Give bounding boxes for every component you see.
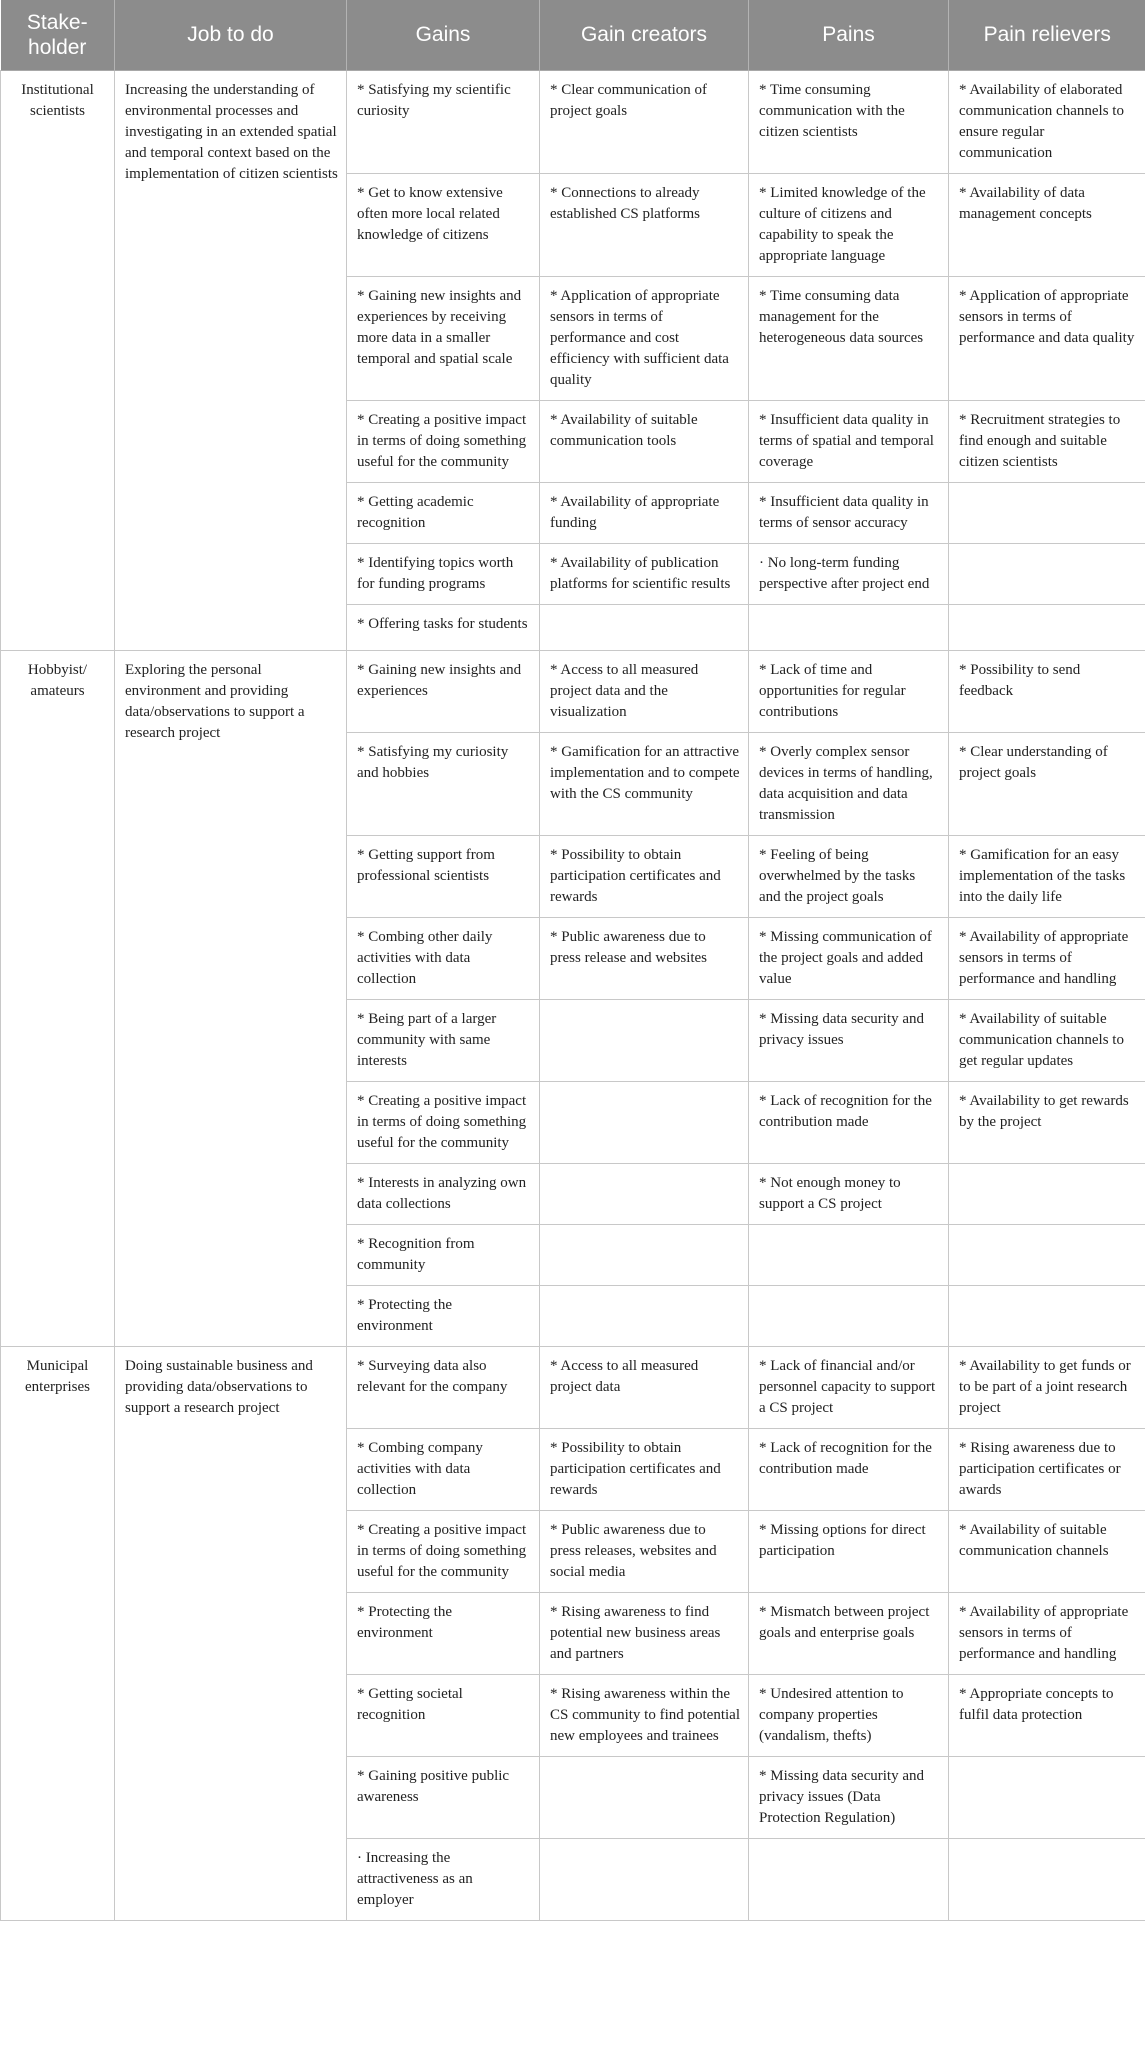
gain-creator-cell: * Application of appropriate sensors in terms of performance and cost efficiency with sufficient data quality [540, 276, 749, 400]
pain-cell: * Time consuming communication with the citizen scientists [749, 70, 949, 173]
pain-reliever-cell: * Gamification for an easy implementation of the tasks into the daily life [949, 835, 1145, 917]
pain-cell [749, 604, 949, 650]
pain-reliever-cell: * Availability to get funds or to be part of a joint research project [949, 1346, 1145, 1428]
gain-creator-cell [540, 999, 749, 1081]
gain-cell: * Being part of a larger community with same interests [347, 999, 540, 1081]
pain-reliever-cell [949, 1163, 1145, 1224]
job-to-do-cell: Increasing the understanding of environmental processes and investigating in an extended spatial and temporal context based on the implementation of citizen scientists [115, 70, 347, 650]
pain-reliever-cell: * Clear understanding of project goals [949, 732, 1145, 835]
gain-creator-cell: * Access to all measured project data [540, 1346, 749, 1428]
gain-cell: · Increasing the attractiveness as an employer [347, 1838, 540, 1920]
pain-cell [749, 1224, 949, 1285]
pain-cell: * Lack of financial and/or personnel capacity to support a CS project [749, 1346, 949, 1428]
gain-cell: * Gaining new insights and experiences by receiving more data in a smaller temporal and spatial scale [347, 276, 540, 400]
header-row [1, 0, 1145, 70]
gain-creator-cell [540, 1838, 749, 1920]
stakeholder-cell: Municipal enterprises [1, 1346, 115, 1920]
gain-creator-cell: * Access to all measured project data and the visualization [540, 650, 749, 732]
gain-cell: * Surveying data also relevant for the company [347, 1346, 540, 1428]
gain-cell: * Satisfying my curiosity and hobbies [347, 732, 540, 835]
pain-cell: * Missing options for direct participation [749, 1510, 949, 1592]
gain-creator-cell: * Rising awareness to find potential new business areas and partners [540, 1592, 749, 1674]
header-pain-relievers: Pain relievers [949, 0, 1145, 70]
gain-cell: * Creating a positive impact in terms of doing something useful for the community [347, 1510, 540, 1592]
gain-creator-cell: * Possibility to obtain participation certificates and rewards [540, 835, 749, 917]
gain-cell: * Protecting the environment [347, 1592, 540, 1674]
pain-reliever-cell: * Availability to get rewards by the project [949, 1081, 1145, 1163]
pain-reliever-cell: * Availability of appropriate sensors in terms of performance and handling [949, 1592, 1145, 1674]
header-stakeholder: Stake-holder [1, 0, 115, 70]
pain-cell [749, 1285, 949, 1346]
pain-cell: * Missing data security and privacy issues (Data Protection Regulation) [749, 1756, 949, 1838]
gain-cell: * Gaining new insights and experiences [347, 650, 540, 732]
pain-reliever-cell: * Availability of appropriate sensors in terms of performance and handling [949, 917, 1145, 999]
gain-cell: * Protecting the environment [347, 1285, 540, 1346]
pain-cell: * Overly complex sensor devices in terms of handling, data acquisition and data transmission [749, 732, 949, 835]
pain-reliever-cell: * Possibility to send feedback [949, 650, 1145, 732]
pain-reliever-cell [949, 1285, 1145, 1346]
pain-cell: * Limited knowledge of the culture of citizens and capability to speak the appropriate language [749, 173, 949, 276]
pain-cell: * Time consuming data management for the heterogeneous data sources [749, 276, 949, 400]
header-job-to-do: Job to do [115, 0, 347, 70]
gain-creator-cell: * Availability of suitable communication tools [540, 400, 749, 482]
gain-creator-cell: * Clear communication of project goals [540, 70, 749, 173]
gain-creator-cell: * Connections to already established CS platforms [540, 173, 749, 276]
gain-cell: * Creating a positive impact in terms of doing something useful for the community [347, 400, 540, 482]
pain-reliever-cell: * Appropriate concepts to fulfil data protection [949, 1674, 1145, 1756]
stakeholder-cell: Hobbyist/ amateurs [1, 650, 115, 1346]
gain-creator-cell [540, 1285, 749, 1346]
gain-creator-cell [540, 1163, 749, 1224]
gain-cell: * Satisfying my scientific curiosity [347, 70, 540, 173]
pain-reliever-cell [949, 604, 1145, 650]
gain-cell: * Getting academic recognition [347, 482, 540, 543]
table-row [1, 650, 1145, 732]
pain-cell [749, 1838, 949, 1920]
pain-reliever-cell: * Application of appropriate sensors in terms of performance and data quality [949, 276, 1145, 400]
pain-reliever-cell: * Availability of elaborated communication channels to ensure regular communication [949, 70, 1145, 173]
gain-creator-cell: * Availability of publication platforms for scientific results [540, 543, 749, 604]
pain-reliever-cell [949, 1756, 1145, 1838]
stakeholder-cell: Institutional scientists [1, 70, 115, 650]
pain-reliever-cell [949, 482, 1145, 543]
job-to-do-cell: Exploring the personal environment and providing data/observations to support a research project [115, 650, 347, 1346]
pain-cell: * Undesired attention to company properties (vandalism, thefts) [749, 1674, 949, 1756]
header-gain-creators: Gain creators [540, 0, 749, 70]
gain-creator-cell [540, 1081, 749, 1163]
gain-creator-cell [540, 1224, 749, 1285]
pain-cell: * Not enough money to support a CS project [749, 1163, 949, 1224]
gain-creator-cell: * Gamification for an attractive implementation and to compete with the CS community [540, 732, 749, 835]
pain-cell: * Missing communication of the project goals and added value [749, 917, 949, 999]
gain-creator-cell [540, 604, 749, 650]
table-row [1, 1346, 1145, 1428]
gain-cell: * Identifying topics worth for funding programs [347, 543, 540, 604]
pain-cell: * Lack of recognition for the contribution made [749, 1081, 949, 1163]
pain-reliever-cell: * Availability of data management concepts [949, 173, 1145, 276]
pain-cell: * Insufficient data quality in terms of spatial and temporal coverage [749, 400, 949, 482]
gain-creator-cell: * Public awareness due to press releases, websites and social media [540, 1510, 749, 1592]
pain-reliever-cell [949, 1224, 1145, 1285]
gain-cell: * Recognition from community [347, 1224, 540, 1285]
job-to-do-cell: Doing sustainable business and providing data/observations to support a research project [115, 1346, 347, 1920]
gain-creator-cell: * Public awareness due to press release and websites [540, 917, 749, 999]
pain-reliever-cell: * Availability of suitable communication channels to get regular updates [949, 999, 1145, 1081]
pain-cell: * Mismatch between project goals and enterprise goals [749, 1592, 949, 1674]
pain-cell: * Lack of time and opportunities for regular contributions [749, 650, 949, 732]
gain-cell: * Combing other daily activities with data collection [347, 917, 540, 999]
pain-cell: * Missing data security and privacy issues [749, 999, 949, 1081]
gain-cell: * Get to know extensive often more local related knowledge of citizens [347, 173, 540, 276]
header-gains: Gains [347, 0, 540, 70]
gain-cell: * Getting societal recognition [347, 1674, 540, 1756]
gain-creator-cell: * Availability of appropriate funding [540, 482, 749, 543]
pain-reliever-cell [949, 543, 1145, 604]
gain-cell: * Offering tasks for students [347, 604, 540, 650]
gain-cell: * Getting support from professional scientists [347, 835, 540, 917]
pain-cell: * Feeling of being overwhelmed by the tasks and the project goals [749, 835, 949, 917]
pain-cell: * Lack of recognition for the contribution made [749, 1428, 949, 1510]
gain-creator-cell: * Rising awareness within the CS community to find potential new employees and trainees [540, 1674, 749, 1756]
table-row [1, 70, 1145, 173]
gain-cell: * Creating a positive impact in terms of doing something useful for the community [347, 1081, 540, 1163]
table-body [1, 70, 1145, 1920]
pain-reliever-cell [949, 1838, 1145, 1920]
pain-reliever-cell: * Recruitment strategies to find enough and suitable citizen scientists [949, 400, 1145, 482]
pain-cell: · No long-term funding perspective after project end [749, 543, 949, 604]
gain-creator-cell: * Possibility to obtain participation certificates and rewards [540, 1428, 749, 1510]
gain-creator-cell [540, 1756, 749, 1838]
gain-cell: * Combing company activities with data collection [347, 1428, 540, 1510]
pain-reliever-cell: * Availability of suitable communication channels [949, 1510, 1145, 1592]
header-pains: Pains [749, 0, 949, 70]
pain-cell: * Insufficient data quality in terms of sensor accuracy [749, 482, 949, 543]
gain-cell: * Gaining positive public awareness [347, 1756, 540, 1838]
gain-cell: * Interests in analyzing own data collections [347, 1163, 540, 1224]
pain-reliever-cell: * Rising awareness due to participation certificates or awards [949, 1428, 1145, 1510]
